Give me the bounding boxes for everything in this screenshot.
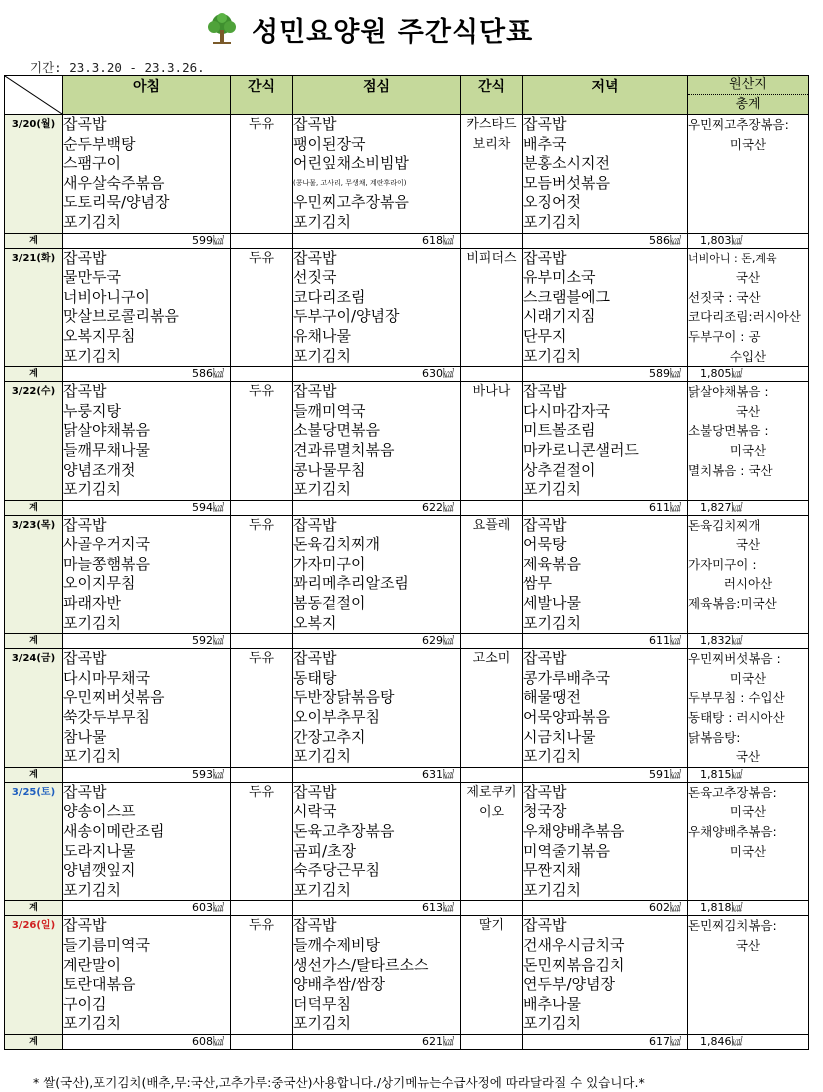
menu-item: 잡곡밥: [293, 248, 337, 267]
lunch-cell: [293, 649, 461, 768]
menu-item: 스팸구이: [63, 154, 121, 173]
dinner-cell: [523, 115, 688, 234]
kcal-snack2-empty: [461, 767, 523, 782]
header-origin-label: 원산지: [688, 76, 808, 95]
origin-line: 우채양배추볶음:: [688, 824, 777, 839]
day-label: 3/25(토): [5, 782, 63, 901]
kcal-lunch: 629㎉: [293, 634, 461, 649]
day-row: [5, 382, 809, 501]
kcal-breakfast: 608㎉: [63, 1034, 231, 1049]
menu-item: 양념조개젓: [63, 460, 136, 479]
origin-line: 제육볶음:미국산: [688, 596, 777, 612]
origin-line: 돈육고추장볶음:: [688, 784, 777, 800]
kcal-dinner: 602㎉: [523, 901, 688, 916]
kcal-total: 1,803㎉: [688, 233, 809, 248]
kcal-dinner: 586㎉: [523, 233, 688, 248]
menu-item: 들깨미역국: [293, 401, 366, 420]
kcal-label: 계: [5, 634, 63, 649]
kcal-lunch: 630㎉: [293, 367, 461, 382]
snack2-cell: 바나나: [461, 382, 523, 501]
kcal-snack2-empty: [461, 1034, 523, 1049]
menu-item: 시락국: [293, 802, 337, 821]
day-label: 3/20(월): [5, 115, 63, 234]
menu-item: 소불당면볶음: [293, 421, 380, 440]
menu-item: 사골우거지국: [63, 535, 150, 554]
menu-item: 생선가스/탈타르소스: [293, 955, 429, 974]
menu-item: 어린잎채소비빔밥: [293, 154, 409, 173]
breakfast-cell: [63, 382, 231, 501]
kcal-label: 계: [5, 367, 63, 382]
kcal-total: 1,846㎉: [688, 1034, 809, 1049]
menu-item: 다시마무채국: [63, 668, 150, 687]
menu-item: 곰피/초장: [293, 841, 357, 860]
menu-item: 포기김치: [523, 747, 581, 766]
menu-item: 잡곡밥: [523, 782, 567, 801]
menu-item: 포기김치: [63, 212, 121, 231]
menu-item: 배추국: [523, 134, 567, 153]
origin-line: 코다리조림:러시아산: [688, 309, 801, 325]
menu-item: 잡곡밥: [63, 248, 107, 267]
kcal-snack2-empty: [461, 901, 523, 916]
menu-item: 유채나물: [293, 326, 351, 345]
menu-item: 꽈리메추리알조림: [293, 574, 409, 593]
origin-line: 닭볶음탕:: [688, 729, 741, 745]
menu-item: 콩나물무침: [293, 460, 366, 479]
kcal-total: 1,805㎉: [688, 367, 809, 382]
menu-item: 콩가루배추국: [523, 668, 610, 687]
menu-item: 우민찌고추장볶음: [293, 193, 409, 212]
lunch-cell: [293, 515, 461, 634]
snack1-cell: 두유: [231, 649, 293, 768]
menu-item: 닭살야채볶음: [63, 421, 150, 440]
dinner-cell: [523, 782, 688, 901]
menu-item: 포기김치: [63, 880, 121, 899]
origin-cell: [688, 248, 809, 367]
menu-item: 잡곡밥: [523, 916, 567, 935]
period: 기간: 23.3.20 - 23.3.26.: [30, 60, 205, 75]
menu-item: 시금치나물: [523, 727, 596, 746]
kcal-breakfast: 603㎉: [63, 901, 231, 916]
menu-item: 배추나물: [523, 994, 581, 1013]
menu-item: 포기김치: [63, 613, 121, 632]
breakfast-cell: [63, 916, 231, 1035]
day-row: [5, 782, 809, 901]
menu-item: 새우살숙주볶음: [63, 173, 165, 192]
kcal-snack2-empty: [461, 367, 523, 382]
menu-item: 우민찌버섯볶음: [63, 688, 165, 707]
lunch-cell: [293, 248, 461, 367]
breakfast-cell: [63, 782, 231, 901]
menu-item: 우채양배추볶음: [523, 822, 625, 840]
origin-line: 국산: [735, 537, 761, 553]
kcal-breakfast: 594㎉: [63, 500, 231, 515]
kcal-label: 계: [5, 1034, 63, 1049]
menu-item: 잡곡밥: [63, 382, 107, 401]
kcal-label: 계: [5, 767, 63, 782]
menu-item: 분홍소시지전: [523, 154, 610, 173]
menu-item: 포기김치: [523, 480, 581, 499]
header-breakfast: 아침: [63, 76, 231, 115]
menu-item: 상추겉절이: [523, 460, 596, 479]
breakfast-cell: [63, 649, 231, 768]
menu-item: 잡곡밥: [63, 916, 107, 935]
menu-item: 팽이된장국: [293, 134, 366, 153]
menu-item: 잡곡밥: [293, 382, 337, 401]
snack1-cell: 두유: [231, 248, 293, 367]
kcal-label: 계: [5, 500, 63, 515]
tree-logo-icon: [205, 12, 239, 46]
page-title: 성민요양원 주간식단표: [252, 17, 534, 48]
origin-line: 동태탕 : 러시아산: [688, 710, 785, 726]
kcal-total: 1,818㎉: [688, 901, 809, 916]
kcal-lunch: 631㎉: [293, 767, 461, 782]
menu-item: 잡곡밥: [63, 115, 107, 133]
kcal-row: [5, 1034, 809, 1049]
origin-cell: [688, 782, 809, 901]
lunch-cell: [293, 115, 461, 234]
kcal-lunch: 622㎉: [293, 500, 461, 515]
menu-item: 들깨수제비탕: [293, 935, 380, 954]
menu-item: 잡곡밥: [63, 782, 107, 801]
menu-item: (콩나물, 고사리, 무생채, 계란후라이): [293, 178, 407, 187]
menu-item: 포기김치: [523, 1014, 581, 1033]
origin-line: 국산: [735, 937, 761, 953]
snack1-cell: 두유: [231, 782, 293, 901]
origin-line: 미국산: [729, 136, 767, 152]
menu-item: 포기김치: [523, 212, 581, 231]
menu-item: 잡곡밥: [523, 115, 567, 133]
footer-note: * 쌀(국산),포기김치(배추,무:국산,고추가루:중국산)사용합니다./상기메뉴는수급사정에 따라달라질 수 있습니다.*: [33, 1075, 645, 1090]
menu-item: 봄동겉절이: [293, 594, 366, 613]
menu-item: 포기김치: [293, 212, 351, 231]
menu-item: 오복지: [293, 613, 337, 632]
kcal-row: [5, 500, 809, 515]
menu-item: 돈민찌볶음김치: [523, 955, 625, 974]
origin-line: 닭살야채볶음 :: [688, 384, 769, 400]
kcal-snack2-empty: [461, 500, 523, 515]
menu-item: 포기김치: [63, 346, 121, 365]
day-row: [5, 248, 809, 367]
menu-item: 미역줄기볶음: [523, 841, 610, 860]
menu-table: [4, 75, 809, 1050]
menu-item: 맛살브로콜리볶음: [63, 307, 179, 326]
kcal-breakfast: 599㎉: [63, 233, 231, 248]
breakfast-cell: [63, 515, 231, 634]
origin-cell: [688, 515, 809, 634]
snack2-cell: 제로쿠키 이오: [461, 782, 523, 901]
kcal-lunch: 618㎉: [293, 233, 461, 248]
kcal-row: [5, 901, 809, 916]
snack1-cell: 두유: [231, 115, 293, 234]
kcal-row: [5, 367, 809, 382]
menu-item: 포기김치: [293, 346, 351, 365]
menu-item: 선짓국: [293, 268, 337, 287]
breakfast-cell: [63, 115, 231, 234]
origin-line: 미국산: [729, 804, 767, 820]
kcal-total: 1,827㎉: [688, 500, 809, 515]
menu-item: 양배추쌈/쌈장: [293, 975, 385, 994]
dinner-cell: [523, 515, 688, 634]
snack2-cell: 카스타드 보리차: [461, 115, 523, 234]
menu-item: 오이지무침: [63, 574, 136, 593]
menu-item: 쌈무: [523, 574, 552, 593]
kcal-breakfast: 593㎉: [63, 767, 231, 782]
menu-item: 포기김치: [523, 346, 581, 365]
menu-item: 포기김치: [293, 1014, 351, 1033]
kcal-snack1-empty: [231, 233, 293, 248]
day-row: [5, 916, 809, 1035]
snack1-cell: 두유: [231, 515, 293, 634]
menu-item: 참나물: [63, 727, 107, 746]
kcal-snack1-empty: [231, 367, 293, 382]
dinner-cell: [523, 649, 688, 768]
breakfast-cell: [63, 248, 231, 367]
menu-item: 오징어젓: [523, 193, 581, 212]
kcal-label: 계: [5, 233, 63, 248]
origin-cell: [688, 382, 809, 501]
menu-item: 잡곡밥: [523, 515, 567, 534]
menu-item: 돈육고추장볶음: [293, 822, 395, 840]
menu-item: 포기김치: [523, 613, 581, 632]
header-origin: [688, 76, 809, 115]
origin-line: 국산: [735, 749, 761, 765]
day-row: [5, 115, 809, 234]
origin-line: 러시아산: [723, 576, 773, 592]
menu-item: 건새우시금치국: [523, 935, 625, 954]
menu-item: 청국장: [523, 802, 567, 821]
kcal-row: [5, 634, 809, 649]
menu-item: 토란대볶음: [63, 975, 136, 994]
menu-item: 유부미소국: [523, 268, 596, 287]
kcal-snack2-empty: [461, 233, 523, 248]
kcal-dinner: 589㎉: [523, 367, 688, 382]
snack1-cell: 두유: [231, 382, 293, 501]
kcal-total: 1,832㎉: [688, 634, 809, 649]
menu-item: 연두부/양념장: [523, 975, 615, 994]
menu-item: 포기김치: [293, 747, 351, 766]
origin-line: 멸치볶음 : 국산: [688, 462, 773, 478]
day-row: [5, 515, 809, 634]
menu-item: 포기김치: [63, 480, 121, 499]
menu-item: 구이김: [63, 994, 107, 1013]
menu-item: 코다리조림: [293, 287, 366, 306]
kcal-row: [5, 767, 809, 782]
origin-line: 돈육김치찌개: [688, 517, 761, 533]
snack1-cell: 두유: [231, 916, 293, 1035]
corner-cell: [5, 76, 63, 115]
kcal-snack1-empty: [231, 767, 293, 782]
kcal-snack2-empty: [461, 634, 523, 649]
menu-item: 포기김치: [293, 480, 351, 499]
menu-item: 잡곡밥: [293, 782, 337, 801]
menu-item: 들깨무채나물: [63, 440, 150, 459]
menu-item: 두반장닭볶음탕: [293, 688, 395, 707]
menu-item: 잡곡밥: [293, 515, 337, 534]
menu-item: 제육볶음: [523, 554, 581, 573]
header-dinner: 저녁: [523, 76, 688, 115]
lunch-cell: [293, 382, 461, 501]
kcal-lunch: 621㎉: [293, 1034, 461, 1049]
kcal-total: 1,815㎉: [688, 767, 809, 782]
menu-item: 다시마감자국: [523, 401, 610, 420]
snack2-cell: 고소미: [461, 649, 523, 768]
menu-item: 오복지무침: [63, 326, 136, 345]
menu-item: 잡곡밥: [63, 649, 107, 668]
menu-item: 간장고추지: [293, 727, 366, 746]
menu-item: 잡곡밥: [293, 649, 337, 668]
kcal-row: [5, 233, 809, 248]
origin-line: 우민찌고추장볶음:: [688, 117, 789, 132]
kcal-dinner: 591㎉: [523, 767, 688, 782]
menu-item: 마카로니콘샐러드: [523, 440, 639, 459]
title-row: [0, 0, 823, 58]
origin-line: 소불당면볶음 :: [688, 423, 769, 439]
day-label: 3/21(화): [5, 248, 63, 367]
origin-line: 미국산: [729, 442, 767, 458]
header-snack2: 간식: [461, 76, 523, 115]
day-label: 3/22(수): [5, 382, 63, 501]
menu-item: 해물땡전: [523, 688, 581, 707]
origin-cell: [688, 916, 809, 1035]
diagonal-line: [5, 76, 62, 114]
kcal-dinner: 617㎉: [523, 1034, 688, 1049]
origin-line: 국산: [735, 270, 761, 286]
kcal-breakfast: 592㎉: [63, 634, 231, 649]
header-row: [5, 76, 809, 115]
origin-line: 미국산: [729, 843, 767, 859]
origin-line: 너비아니 : 돈,계육: [688, 251, 777, 265]
menu-item: 계란말이: [63, 955, 121, 974]
menu-item: 도토리묵/양념장: [63, 193, 170, 212]
menu-item: 새송이메란조림: [63, 822, 165, 840]
menu-item: 단무지: [523, 326, 567, 345]
menu-item: 순두부백탕: [63, 134, 136, 153]
menu-item: 마늘쫑햄볶음: [63, 554, 150, 573]
origin-line: 국산: [735, 403, 761, 419]
menu-item: 포기김치: [63, 1014, 121, 1033]
menu-item: 포기김치: [293, 880, 351, 899]
kcal-snack1-empty: [231, 1034, 293, 1049]
kcal-snack1-empty: [231, 901, 293, 916]
header-snack1: 간식: [231, 76, 293, 115]
day-label: 3/26(일): [5, 916, 63, 1035]
kcal-dinner: 611㎉: [523, 634, 688, 649]
menu-item: 물만두국: [63, 268, 121, 287]
lunch-cell: [293, 782, 461, 901]
menu-item: 잡곡밥: [293, 916, 337, 935]
menu-item: 누룽지탕: [63, 401, 121, 420]
day-row: [5, 649, 809, 768]
menu-item: 견과류멸치볶음: [293, 440, 395, 459]
header-total-label: 총계: [735, 97, 761, 112]
menu-item: 어묵양파볶음: [523, 708, 610, 727]
menu-item: 무짠지채: [523, 861, 581, 880]
kcal-snack1-empty: [231, 500, 293, 515]
origin-line: 우민찌버섯볶음 :: [688, 651, 781, 667]
menu-item: 가자미구이: [293, 554, 366, 573]
kcal-snack1-empty: [231, 634, 293, 649]
header-lunch: 점심: [293, 76, 461, 115]
origin-cell: [688, 115, 809, 234]
snack2-cell: 비피더스: [461, 248, 523, 367]
menu-item: 모듬버섯볶음: [523, 173, 610, 192]
menu-item: 양념깻잎지: [63, 861, 136, 880]
menu-item: 잡곡밥: [293, 115, 337, 133]
menu-item: 양송이스프: [63, 802, 136, 821]
menu-item: 포기김치: [523, 880, 581, 899]
kcal-lunch: 613㎉: [293, 901, 461, 916]
menu-item: 쑥갓두부무침: [63, 708, 150, 727]
origin-line: 선짓국 : 국산: [688, 289, 761, 305]
kcal-breakfast: 586㎉: [63, 367, 231, 382]
origin-line: 가자미구이 :: [688, 556, 757, 572]
day-label: 3/23(목): [5, 515, 63, 634]
menu-item: 스크램블에그: [523, 287, 610, 306]
menu-item: 잡곡밥: [523, 248, 567, 267]
menu-item: 돈육김치찌개: [293, 535, 380, 554]
origin-line: 수입산: [729, 348, 767, 364]
menu-item: 오이부추무침: [293, 708, 380, 727]
menu-item: 잡곡밥: [523, 382, 567, 401]
menu-item: 들기름미역국: [63, 935, 150, 954]
menu-item: 잡곡밥: [523, 649, 567, 668]
menu-item: 동태탕: [293, 668, 337, 687]
snack2-cell: 딸기: [461, 916, 523, 1035]
lunch-cell: [293, 916, 461, 1035]
menu-item: 어묵탕: [523, 535, 567, 554]
kcal-label: 계: [5, 901, 63, 916]
origin-line: 두부구이 : 공: [688, 328, 761, 344]
menu-item: 너비아니구이: [63, 287, 150, 306]
kcal-dinner: 611㎉: [523, 500, 688, 515]
menu-item: 시래기지짐: [523, 307, 596, 326]
dinner-cell: [523, 916, 688, 1035]
menu-item: 파래자반: [63, 594, 121, 613]
day-label: 3/24(금): [5, 649, 63, 768]
snack2-cell: 요플레: [461, 515, 523, 634]
menu-item: 포기김치: [63, 747, 121, 766]
origin-line: 두부무침 : 수입산: [688, 690, 785, 706]
menu-item: 더덕무침: [293, 994, 351, 1013]
menu-item: 미트볼조림: [523, 421, 596, 440]
dinner-cell: [523, 382, 688, 501]
menu-item: 도라지나물: [63, 841, 136, 860]
origin-line: 미국산: [729, 670, 767, 686]
menu-item: 숙주당근무침: [293, 861, 380, 880]
menu-item: 세발나물: [523, 594, 581, 613]
menu-item: 두부구이/양념장: [293, 307, 400, 326]
origin-line: 돈민찌김치볶음:: [688, 918, 777, 934]
origin-cell: [688, 649, 809, 768]
menu-item: 잡곡밥: [63, 515, 107, 534]
dinner-cell: [523, 248, 688, 367]
